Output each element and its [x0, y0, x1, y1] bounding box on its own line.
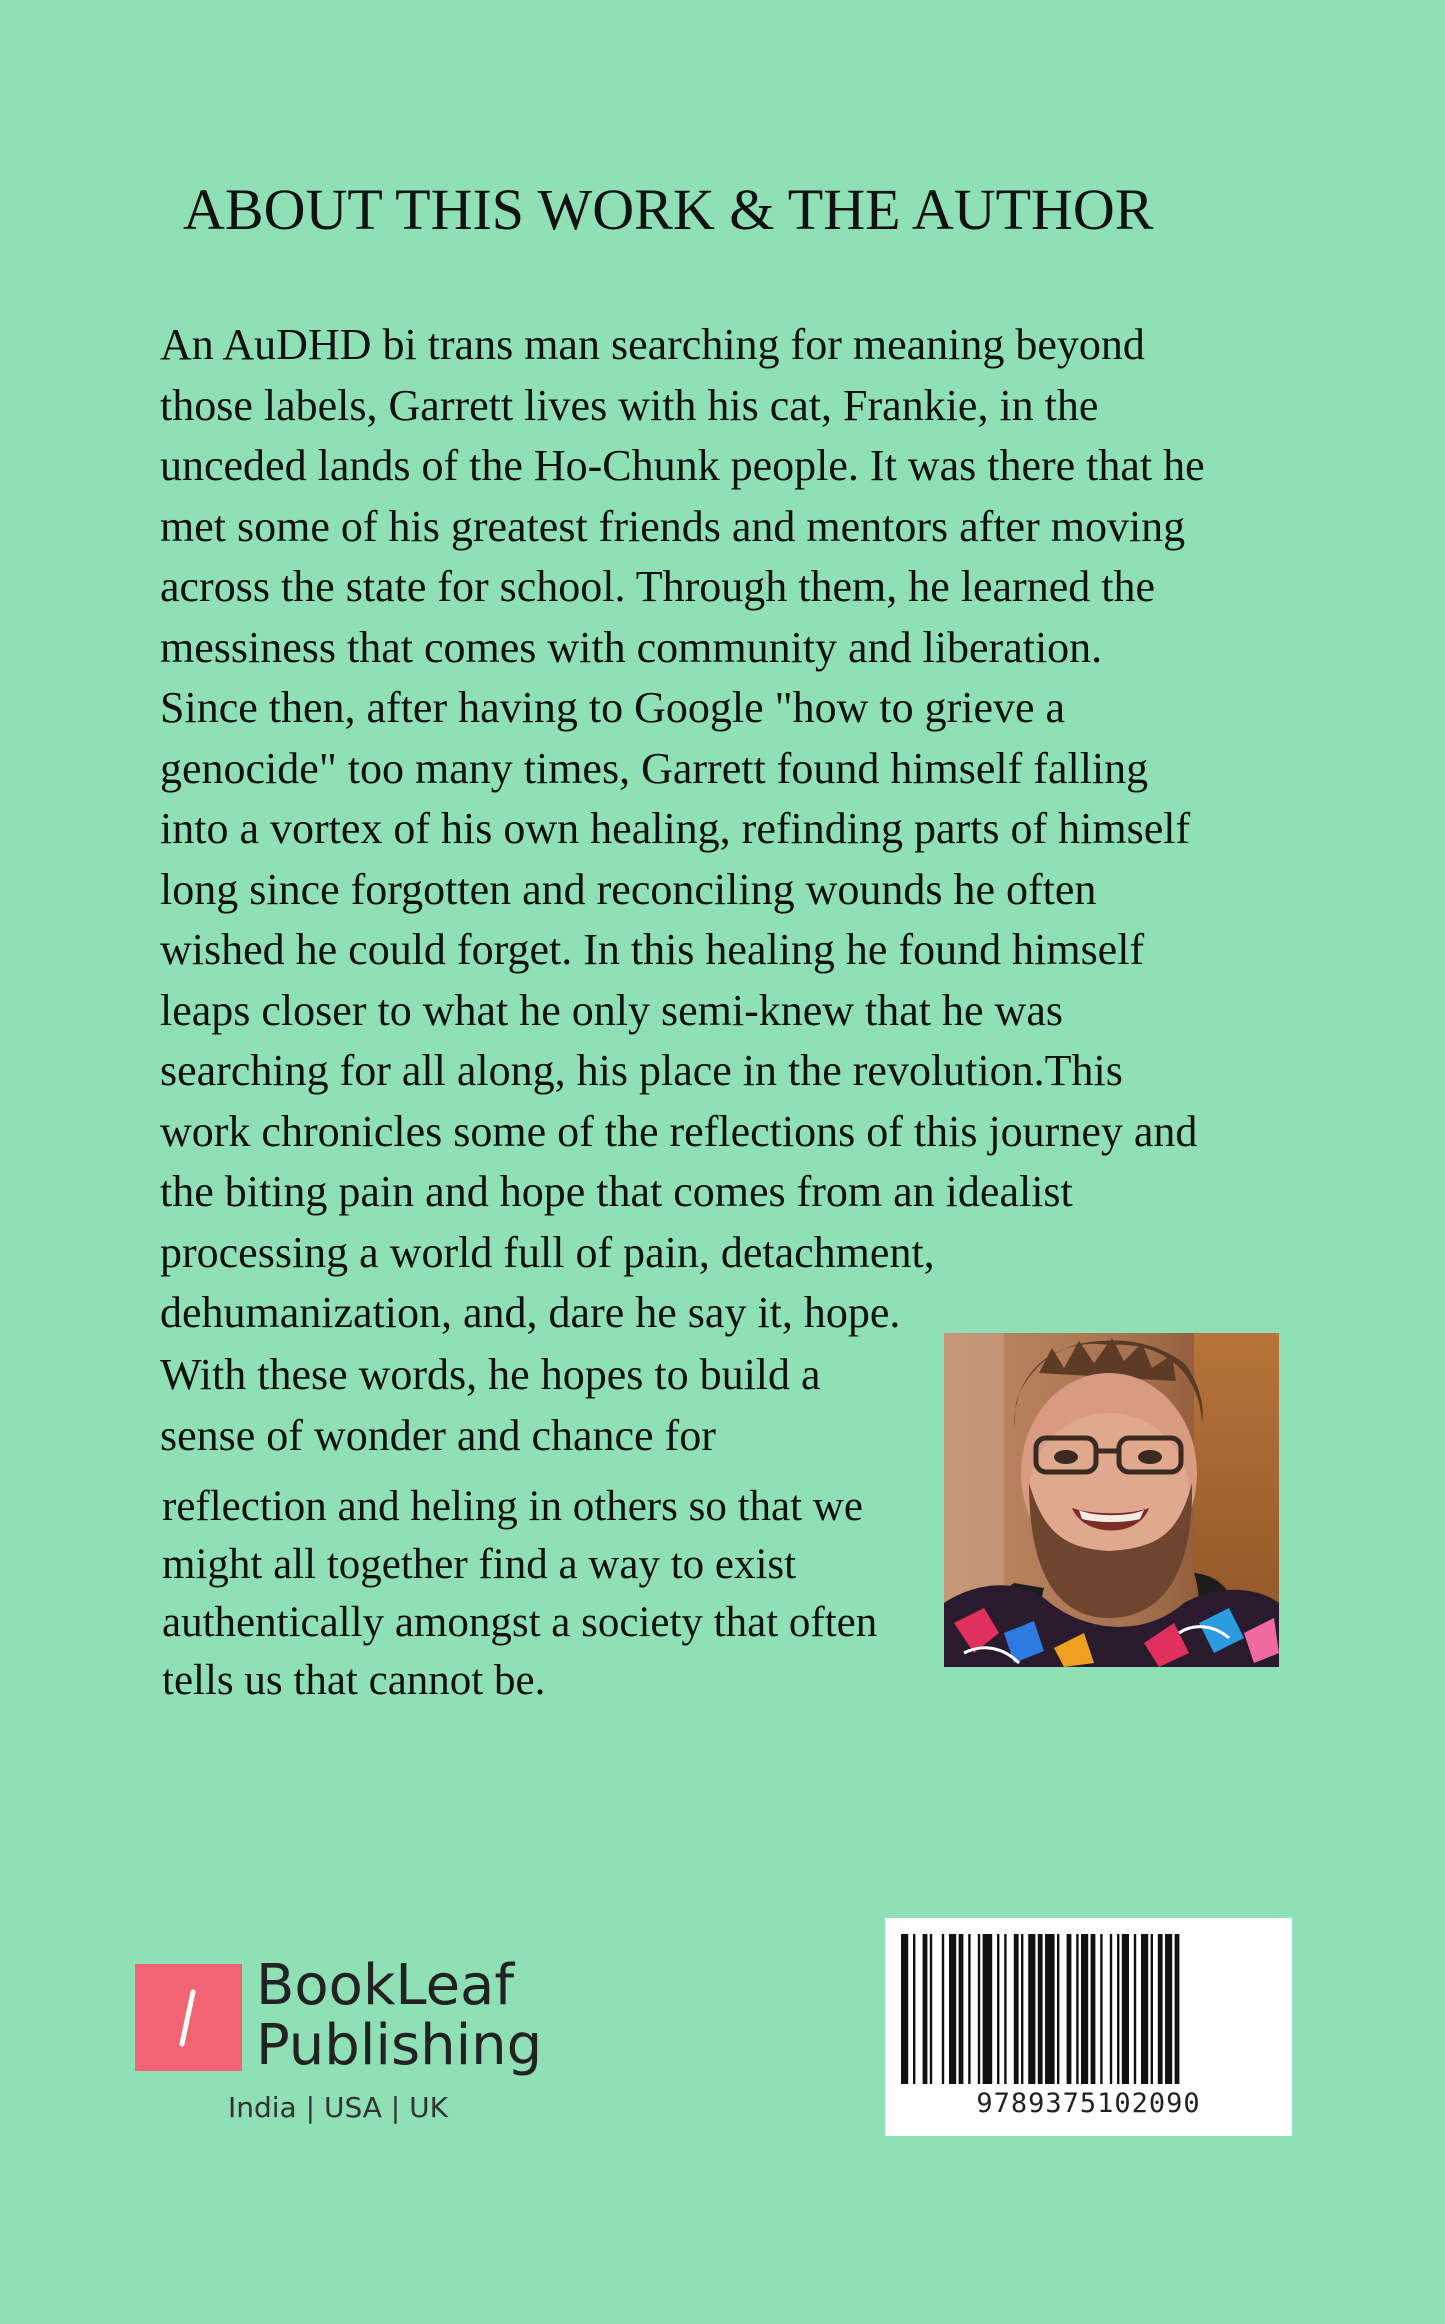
bio-line: wished he could forget. In this healing he found himself	[160, 925, 1145, 974]
barcode-bar	[983, 1934, 993, 2084]
barcode-bar	[959, 1934, 964, 2084]
bio-line: long since forgotten and reconciling wounds he often	[160, 864, 1097, 914]
closing-line: might all together find a way to exist	[162, 1541, 797, 1588]
barcode-bar	[901, 1934, 908, 2084]
barcode-bars	[885, 1918, 1292, 2088]
section-heading: ABOUT THIS WORK & THE AUTHOR	[183, 177, 1154, 242]
bio-line: unceded lands of the Ho-Chunk people. It was there that he	[160, 441, 1205, 490]
barcode-bar	[949, 1934, 956, 2084]
barcode-bar	[923, 1934, 928, 2084]
barcode-bar	[968, 1934, 970, 2084]
closing-line: reflection and heling in others so that we	[162, 1483, 863, 1530]
barcode-bar	[1021, 1934, 1023, 2084]
barcode	[885, 1918, 1292, 2136]
publisher-slash-icon	[135, 1964, 242, 2071]
author-photo	[944, 1333, 1279, 1667]
bio-line: searching for all along, his place in the revolution.This	[160, 1046, 1123, 1095]
barcode-bar	[1028, 1934, 1035, 2084]
author-bio-paragraph	[160, 315, 1205, 1344]
bio-line: messiness that comes with community and liberation.	[160, 622, 1103, 672]
isbn-number: 9789375102090	[976, 2088, 1201, 2119]
barcode-bar	[1122, 1934, 1129, 2084]
hope-paragraph	[160, 1345, 821, 1466]
bio-line: into a vortex of his own healing, refinding parts of himself	[160, 804, 1191, 853]
barcode-bar	[1141, 1934, 1148, 2084]
barcode-bar	[1117, 1934, 1119, 2084]
barcode-bar	[1091, 1934, 1096, 2084]
barcode-bar	[942, 1934, 944, 2084]
barcode-bar	[930, 1934, 932, 2084]
bio-line: processing a world full of pain, detachment,	[160, 1227, 935, 1277]
hope-line: sense of wonder and chance for	[160, 1410, 716, 1460]
closing-paragraph	[162, 1478, 877, 1710]
barcode-bar	[1175, 1934, 1180, 2084]
barcode-bar	[1067, 1934, 1072, 2084]
bio-line: the biting pain and hope that comes from an idealist	[160, 1167, 1073, 1216]
barcode-bar	[1076, 1934, 1078, 2084]
bio-line: leaps closer to what he only semi-knew that he was	[160, 985, 1063, 1035]
bio-line: genocide" too many times, Garrett found himself falling	[160, 743, 1149, 793]
bio-line: dehumanization, and, dare he say it, hope.	[160, 1288, 901, 1337]
barcode-bar	[1151, 1934, 1153, 2084]
barcode-bar	[1100, 1934, 1102, 2084]
bio-line: Since then, after having to Google "how to grieve a	[160, 683, 1066, 732]
barcode-bar	[1158, 1934, 1163, 2084]
publisher-regions: India | USA | UK	[228, 2091, 448, 2124]
closing-line: tells us that cannot be.	[162, 1657, 546, 1704]
barcode-bar	[1110, 1934, 1112, 2084]
bio-line: work chronicles some of the reflections of this journey and	[160, 1106, 1198, 1156]
barcode-bar	[1134, 1934, 1136, 2084]
barcode-bar	[1081, 1934, 1088, 2084]
barcode-bar	[1165, 1934, 1172, 2084]
barcode-bar	[978, 1934, 980, 2084]
barcode-bar	[1038, 1934, 1043, 2084]
hope-line: With these words, he hopes to build a	[160, 1350, 821, 1399]
bio-line: An AuDHD bi trans man searching for meaning beyond	[160, 320, 1145, 369]
barcode-bar	[1014, 1934, 1019, 2084]
publisher-name-line2: Publishing	[256, 2013, 543, 2078]
bio-line: met some of his greatest friends and mentors after moving	[160, 501, 1186, 551]
bio-line: those labels, Garrett lives with his cat, Frankie, in the	[160, 380, 1099, 430]
barcode-bar	[913, 1934, 915, 2084]
closing-line: authentically amongst a society that often	[162, 1599, 878, 1646]
barcode-bar	[1045, 1934, 1055, 2084]
barcode-bar	[1004, 1934, 1006, 2084]
publisher-name-line1: BookLeaf	[256, 1953, 515, 2018]
publisher-name	[256, 1953, 543, 2078]
barcode-bar	[1057, 1934, 1059, 2084]
bio-line: across the state for school. Through them, he learned the	[160, 562, 1155, 611]
barcode-bar	[997, 1934, 999, 2084]
